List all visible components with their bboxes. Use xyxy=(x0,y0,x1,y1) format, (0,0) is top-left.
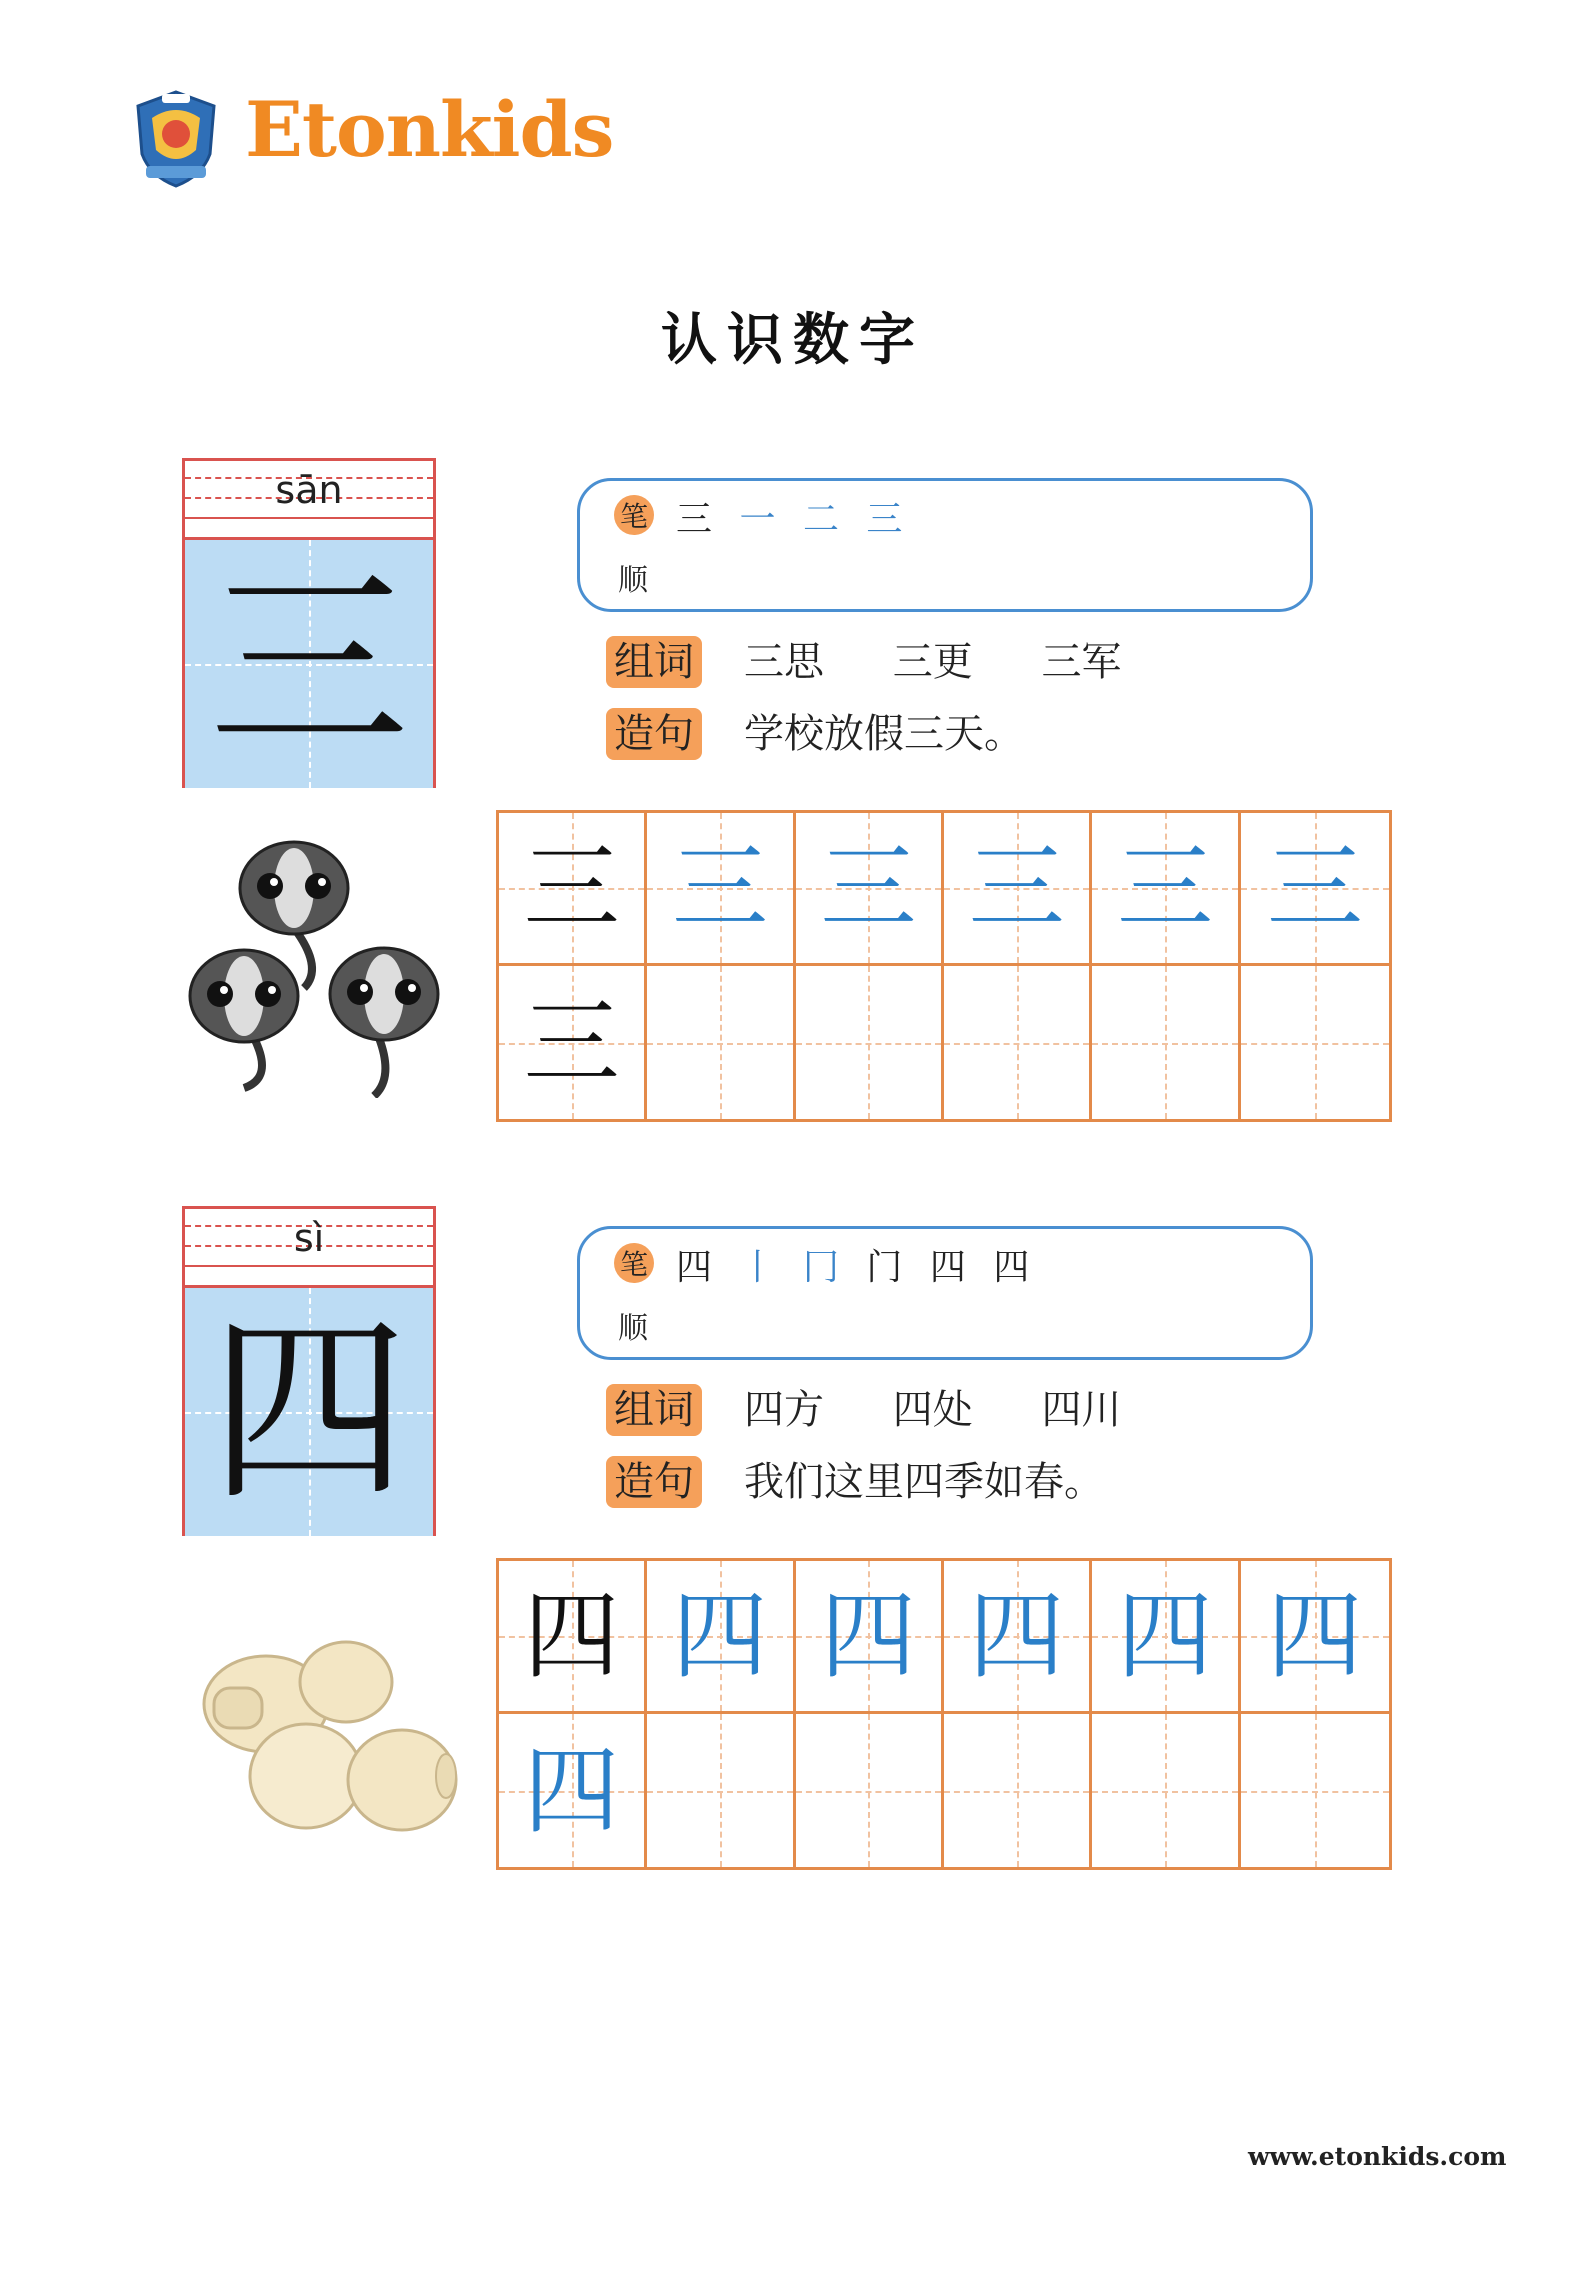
character-card xyxy=(182,458,436,788)
word: 三思 xyxy=(744,639,824,685)
words-row xyxy=(744,636,1177,688)
stroke-final: 三 xyxy=(676,499,721,540)
stroke-final: 四 xyxy=(676,1247,721,1288)
words-row xyxy=(744,1384,1177,1436)
stroke-badge: 笔 xyxy=(614,1243,654,1283)
practice-cell: 四 xyxy=(796,1561,944,1714)
pinyin-band xyxy=(185,461,433,537)
stroke-step: 二 xyxy=(802,499,847,540)
page-title: 认识数字 xyxy=(661,308,925,373)
practice-cell-empty[interactable] xyxy=(1241,1714,1389,1867)
mushrooms-illustration xyxy=(196,1626,466,1856)
practice-cell-empty[interactable] xyxy=(1092,1714,1240,1867)
stroke-order-box xyxy=(577,478,1313,612)
practice-cell-empty[interactable] xyxy=(796,966,944,1119)
sentence-label: 造句 xyxy=(606,1456,702,1508)
stroke-badge-bottom: 顺 xyxy=(618,563,648,598)
practice-cell: 三 xyxy=(647,813,795,966)
practice-cell: 三 xyxy=(1241,813,1389,966)
stroke-step: 四 xyxy=(929,1247,974,1288)
stroke-step: 三 xyxy=(866,499,911,540)
practice-cell: 三 xyxy=(499,813,647,966)
word: 三更 xyxy=(892,639,973,685)
stroke-step: 四 xyxy=(993,1247,1038,1288)
brand-name: Etonkids xyxy=(245,85,614,174)
stroke-step: 丨 xyxy=(739,1247,784,1288)
pinyin: sì xyxy=(293,1216,325,1260)
practice-cell: 三 xyxy=(1092,813,1240,966)
practice-cell-empty[interactable] xyxy=(647,966,795,1119)
big-character: 四 xyxy=(208,1295,409,1528)
stroke-step: 冂 xyxy=(802,1247,847,1288)
word: 四处 xyxy=(892,1387,973,1433)
sentence: 学校放假三天。 xyxy=(744,711,1024,757)
practice-cell: 四 xyxy=(1092,1561,1240,1714)
stroke-step: 一 xyxy=(739,499,784,540)
words-label: 组词 xyxy=(606,636,702,688)
stroke-sequence xyxy=(676,1239,1037,1290)
character-box xyxy=(185,1285,433,1536)
practice-cell: 三 xyxy=(944,813,1092,966)
character-card xyxy=(182,1206,436,1536)
practice-cell-empty[interactable] xyxy=(796,1714,944,1867)
sentence-label: 造句 xyxy=(606,708,702,760)
words-label: 组词 xyxy=(606,1384,702,1436)
word: 四方 xyxy=(744,1387,824,1433)
word: 四川 xyxy=(1041,1387,1122,1433)
lesson-section-si xyxy=(0,1206,1586,1926)
practice-cell: 四 xyxy=(499,1714,647,1867)
stroke-step: 门 xyxy=(866,1247,911,1288)
sentence: 我们这里四季如春。 xyxy=(744,1459,1104,1505)
practice-cell-empty[interactable] xyxy=(1092,966,1240,1119)
practice-cell: 四 xyxy=(944,1561,1092,1714)
pinyin-band xyxy=(185,1209,433,1285)
practice-cell: 三 xyxy=(499,966,647,1119)
character-box xyxy=(185,537,433,788)
word: 三军 xyxy=(1041,639,1122,685)
practice-cell: 四 xyxy=(1241,1561,1389,1714)
practice-cell-empty[interactable] xyxy=(647,1714,795,1867)
tadpoles-illustration xyxy=(184,838,454,1098)
etonkids-crest-icon xyxy=(132,88,220,190)
stroke-sequence xyxy=(676,491,910,542)
practice-cell: 三 xyxy=(796,813,944,966)
stroke-badge: 笔 xyxy=(614,495,654,535)
practice-grid xyxy=(496,1558,1392,1870)
stroke-badge-bottom: 顺 xyxy=(618,1311,648,1346)
stroke-order-box xyxy=(577,1226,1313,1360)
practice-cell: 四 xyxy=(499,1561,647,1714)
lesson-section-san xyxy=(0,458,1586,1178)
practice-cell: 四 xyxy=(647,1561,795,1714)
practice-cell-empty[interactable] xyxy=(1241,966,1389,1119)
footer-url[interactable]: www.etonkids.com xyxy=(1248,2142,1507,2171)
practice-cell-empty[interactable] xyxy=(944,1714,1092,1867)
pinyin: sān xyxy=(275,468,343,512)
practice-cell-empty[interactable] xyxy=(944,966,1092,1119)
practice-grid xyxy=(496,810,1392,1122)
big-character: 三 xyxy=(208,547,409,780)
